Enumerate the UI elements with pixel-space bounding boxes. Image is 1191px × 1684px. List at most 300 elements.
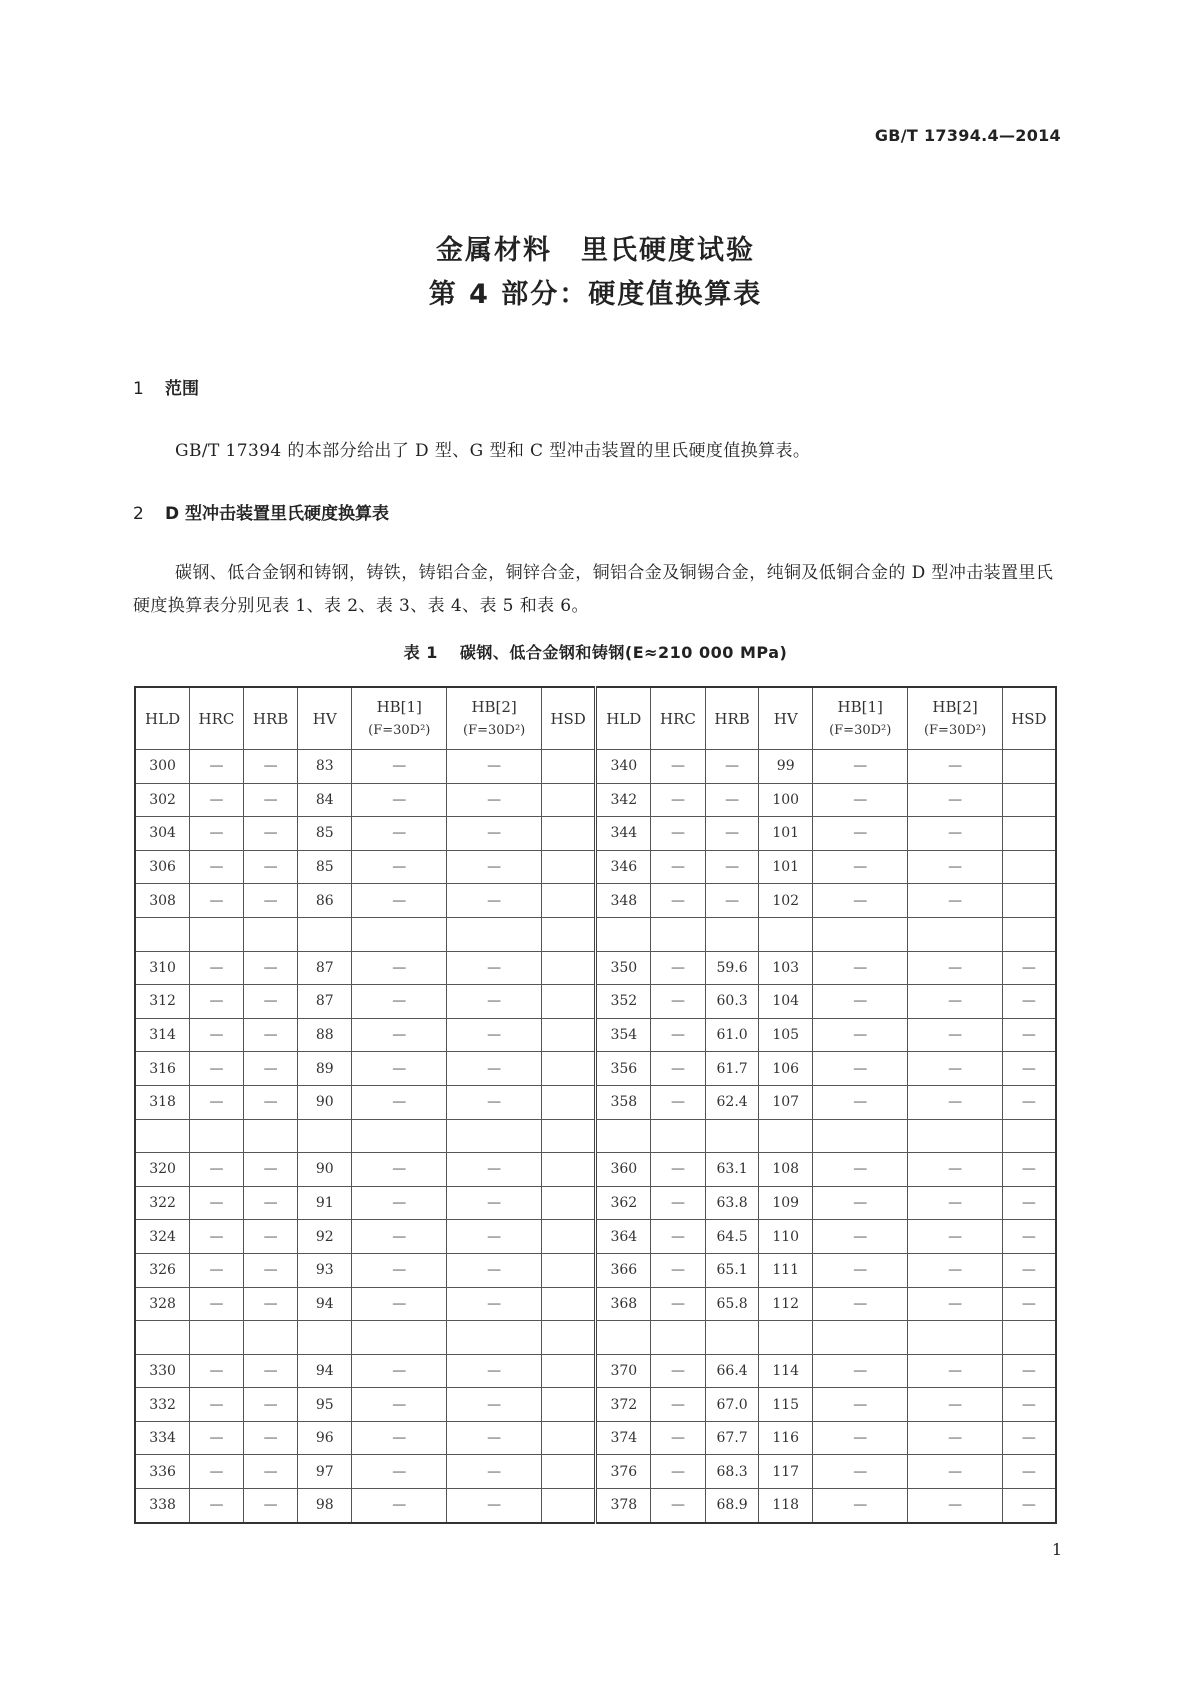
table-cell: —: [651, 951, 706, 985]
table-row: [135, 1354, 1056, 1388]
table-cell: —: [352, 884, 447, 918]
table-cell: —: [651, 1018, 706, 1052]
table-cell: —: [651, 1388, 706, 1422]
table-cell: 318: [135, 1085, 190, 1119]
table-cell: —: [813, 1354, 908, 1388]
table-cell: 316: [135, 1052, 190, 1086]
section-1-text: GB/T 17394 的本部分给出了 D 型、G 型和 C 型冲击装置的里氏硬度值换算表。: [175, 441, 811, 461]
table-cell: —: [190, 1388, 244, 1422]
table-cell: —: [447, 1085, 541, 1119]
table-cell: [908, 1119, 1002, 1153]
table-cell: [447, 1321, 541, 1355]
table-cell: —: [190, 1220, 244, 1254]
table-cell: 65.8: [705, 1287, 759, 1321]
table-cell: —: [908, 850, 1002, 884]
table-cell: —: [352, 850, 447, 884]
table-cell: —: [190, 1153, 244, 1187]
table-cell: —: [190, 1421, 244, 1455]
table-cell: 85: [298, 817, 352, 851]
table-row: [135, 1119, 1056, 1153]
table-cell: 342: [596, 783, 651, 817]
table-cell: 67.0: [705, 1388, 759, 1422]
table-cell: [705, 1119, 759, 1153]
table-cell: 118: [759, 1489, 813, 1523]
table-cell: —: [651, 1253, 706, 1287]
table-cell: 66.4: [705, 1354, 759, 1388]
table-row: [135, 1388, 1056, 1422]
table-cell: 83: [298, 750, 352, 784]
table-cell: 103: [759, 951, 813, 985]
table-cell: —: [813, 1018, 908, 1052]
table-cell: 61.0: [705, 1018, 759, 1052]
table-cell: 338: [135, 1489, 190, 1523]
table-cell: 328: [135, 1287, 190, 1321]
table-cell: —: [908, 1052, 1002, 1086]
table-cell: —: [908, 1186, 1002, 1220]
table-cell: [1002, 917, 1056, 951]
table-cell: [352, 1321, 447, 1355]
table-cell: —: [651, 850, 706, 884]
table-cell: 320: [135, 1153, 190, 1187]
table-cell: —: [243, 1421, 298, 1455]
table-cell: 356: [596, 1052, 651, 1086]
table-cell: 334: [135, 1421, 190, 1455]
table-cell: [243, 1321, 298, 1355]
table-cell: 106: [759, 1052, 813, 1086]
table-cell: 101: [759, 817, 813, 851]
table-cell: 86: [298, 884, 352, 918]
table-cell: [541, 1321, 596, 1355]
document-title-line1: 金属材料 里氏硬度试验: [436, 235, 755, 266]
table-cell: 300: [135, 750, 190, 784]
table-cell: —: [651, 817, 706, 851]
table-row: [135, 1421, 1056, 1455]
table-cell: —: [908, 1489, 1002, 1523]
table-cell: [541, 1354, 596, 1388]
table-cell: 114: [759, 1354, 813, 1388]
table-cell: [135, 917, 190, 951]
table-cell: 358: [596, 1085, 651, 1119]
table-cell: —: [651, 1489, 706, 1523]
table-cell: [541, 1388, 596, 1422]
table-cell: [1002, 750, 1056, 784]
table-cell: —: [705, 850, 759, 884]
table-cell: 60.3: [705, 985, 759, 1019]
table-row: [135, 1321, 1056, 1355]
table-cell: [1002, 1119, 1056, 1153]
table-cell: 117: [759, 1455, 813, 1489]
header-hv: HV: [298, 687, 352, 750]
table-cell: 89: [298, 1052, 352, 1086]
table-cell: —: [651, 1220, 706, 1254]
table-cell: —: [1002, 1388, 1056, 1422]
header-hsd: HSD: [1002, 687, 1056, 750]
table-cell: 306: [135, 850, 190, 884]
table-cell: [541, 884, 596, 918]
table-cell: [596, 1119, 651, 1153]
table-cell: 96: [298, 1421, 352, 1455]
table-cell: —: [908, 1253, 1002, 1287]
header-hb1: HB[1] (F=30D²): [352, 687, 447, 750]
table-cell: 92: [298, 1220, 352, 1254]
table-cell: —: [705, 783, 759, 817]
table-cell: —: [651, 1421, 706, 1455]
table-cell: 97: [298, 1455, 352, 1489]
table-cell: —: [447, 750, 541, 784]
table-cell: —: [813, 1253, 908, 1287]
table-cell: —: [1002, 1085, 1056, 1119]
table-cell: —: [813, 1186, 908, 1220]
table-cell: —: [1002, 951, 1056, 985]
table-cell: 308: [135, 884, 190, 918]
table-cell: 360: [596, 1153, 651, 1187]
table-cell: 352: [596, 985, 651, 1019]
table-row: [135, 1085, 1056, 1119]
section-2-title: D 型冲击装置里氏硬度换算表: [165, 504, 390, 524]
table-cell: —: [243, 750, 298, 784]
table-cell: —: [1002, 1186, 1056, 1220]
table-cell: 104: [759, 985, 813, 1019]
table-cell: 304: [135, 817, 190, 851]
table-cell: [759, 1119, 813, 1153]
table-cell: [541, 1153, 596, 1187]
table-cell: [541, 1018, 596, 1052]
table-cell: —: [352, 817, 447, 851]
table-cell: —: [908, 1421, 1002, 1455]
table-cell: —: [1002, 985, 1056, 1019]
table-cell: —: [1002, 1253, 1056, 1287]
table-cell: 65.1: [705, 1253, 759, 1287]
table-cell: —: [190, 1052, 244, 1086]
table-cell: 67.7: [705, 1421, 759, 1455]
table-cell: [1002, 817, 1056, 851]
table-cell: —: [352, 1421, 447, 1455]
header-hrb: HRB: [243, 687, 298, 750]
table-cell: —: [352, 1186, 447, 1220]
table-cell: [352, 1119, 447, 1153]
table-cell: —: [190, 1354, 244, 1388]
table-cell: —: [705, 817, 759, 851]
header-hb2: HB[2] (F=30D²): [447, 687, 541, 750]
table-cell: [1002, 1321, 1056, 1355]
table-cell: —: [352, 783, 447, 817]
table-cell: [298, 1119, 352, 1153]
table-cell: 326: [135, 1253, 190, 1287]
table-cell: 372: [596, 1388, 651, 1422]
table-cell: [190, 917, 244, 951]
table-cell: [596, 917, 651, 951]
table-cell: [813, 1321, 908, 1355]
table-cell: 324: [135, 1220, 190, 1254]
table-cell: —: [243, 1489, 298, 1523]
table-cell: [541, 951, 596, 985]
table-cell: —: [447, 850, 541, 884]
section-2-heading: [133, 499, 389, 524]
table-cell: [541, 917, 596, 951]
table-cell: —: [813, 1388, 908, 1422]
table-cell: —: [447, 1421, 541, 1455]
table-cell: —: [447, 1287, 541, 1321]
table-row: [135, 1153, 1056, 1187]
table-cell: —: [243, 783, 298, 817]
table-cell: —: [651, 1455, 706, 1489]
table-cell: —: [1002, 1421, 1056, 1455]
table-cell: 350: [596, 951, 651, 985]
table-cell: [541, 1455, 596, 1489]
table-cell: —: [243, 1354, 298, 1388]
table-cell: 111: [759, 1253, 813, 1287]
table-cell: [759, 1321, 813, 1355]
table-cell: 101: [759, 850, 813, 884]
table-cell: —: [447, 951, 541, 985]
table-cell: —: [651, 1354, 706, 1388]
header-hld: HLD: [135, 687, 190, 750]
table-cell: —: [447, 817, 541, 851]
table-cell: [908, 1321, 1002, 1355]
table-row: [135, 951, 1056, 985]
table-cell: [596, 1321, 651, 1355]
table-cell: [705, 917, 759, 951]
table-cell: 64.5: [705, 1220, 759, 1254]
table-cell: —: [243, 1052, 298, 1086]
table-cell: —: [908, 1153, 1002, 1187]
table-cell: 364: [596, 1220, 651, 1254]
table-cell: 59.6: [705, 951, 759, 985]
table-cell: [447, 917, 541, 951]
table-cell: —: [1002, 1153, 1056, 1187]
table-cell: —: [190, 1455, 244, 1489]
table-cell: [135, 1119, 190, 1153]
table-cell: —: [651, 1085, 706, 1119]
table-cell: 100: [759, 783, 813, 817]
header-hv: HV: [759, 687, 813, 750]
table-cell: —: [243, 1388, 298, 1422]
table-cell: 302: [135, 783, 190, 817]
table-cell: —: [813, 783, 908, 817]
table-cell: 68.9: [705, 1489, 759, 1523]
table-cell: —: [908, 951, 1002, 985]
table-cell: [541, 750, 596, 784]
table-row: [135, 1253, 1056, 1287]
table-cell: —: [243, 1220, 298, 1254]
table-cell: —: [651, 1287, 706, 1321]
table-cell: —: [243, 1085, 298, 1119]
table-cell: 116: [759, 1421, 813, 1455]
table-cell: 336: [135, 1455, 190, 1489]
table-cell: —: [908, 1354, 1002, 1388]
header-hrb: HRB: [705, 687, 759, 750]
table-cell: [447, 1119, 541, 1153]
table-row: [135, 884, 1056, 918]
table-cell: 85: [298, 850, 352, 884]
table-cell: 348: [596, 884, 651, 918]
table-cell: 99: [759, 750, 813, 784]
table-row: [135, 1018, 1056, 1052]
table-cell: —: [190, 985, 244, 1019]
table-cell: [541, 783, 596, 817]
table-cell: —: [908, 1220, 1002, 1254]
table-cell: —: [1002, 1220, 1056, 1254]
table-cell: —: [352, 1052, 447, 1086]
table-cell: 340: [596, 750, 651, 784]
table-cell: [651, 1321, 706, 1355]
table-cell: —: [190, 817, 244, 851]
table-cell: 115: [759, 1388, 813, 1422]
table-cell: —: [908, 1455, 1002, 1489]
table-cell: 362: [596, 1186, 651, 1220]
table-cell: —: [447, 1186, 541, 1220]
table-cell: —: [813, 1153, 908, 1187]
table-cell: —: [243, 1018, 298, 1052]
table-cell: —: [813, 1489, 908, 1523]
table-cell: —: [813, 1220, 908, 1254]
table-cell: —: [190, 1018, 244, 1052]
table-cell: —: [1002, 1354, 1056, 1388]
table-cell: —: [813, 1421, 908, 1455]
table-cell: —: [352, 1455, 447, 1489]
table-cell: —: [352, 1085, 447, 1119]
table-cell: —: [243, 1455, 298, 1489]
table-cell: 87: [298, 985, 352, 1019]
document-title-line2: 第 4 部分：硬度值换算表: [428, 279, 763, 310]
table-cell: 378: [596, 1489, 651, 1523]
table-cell: —: [908, 1388, 1002, 1422]
table-cell: —: [352, 1354, 447, 1388]
table-cell: —: [190, 1287, 244, 1321]
table-cell: —: [243, 884, 298, 918]
table-cell: —: [813, 1455, 908, 1489]
table-cell: —: [1002, 1018, 1056, 1052]
table-cell: [705, 1321, 759, 1355]
table-cell: —: [908, 884, 1002, 918]
table-cell: [190, 1321, 244, 1355]
table-cell: [759, 917, 813, 951]
table-row: [135, 1220, 1056, 1254]
table-cell: 312: [135, 985, 190, 1019]
table-cell: —: [813, 985, 908, 1019]
table-row: [135, 750, 1056, 784]
table-cell: 376: [596, 1455, 651, 1489]
table-cell: —: [813, 817, 908, 851]
table-cell: —: [1002, 1287, 1056, 1321]
table-cell: [541, 1220, 596, 1254]
table-cell: 344: [596, 817, 651, 851]
section-2-text: 碳钢、低合金钢和铸钢，铸铁，铸铝合金，铜锌合金，铜铝合金及铜锡合金，纯铜及低铜合金的 D 型冲击装置里氏硬度换算表分别见表 1、表 2、表 3、表 4、表 5 和表 6。: [133, 563, 1054, 616]
table-row: [135, 783, 1056, 817]
table-cell: —: [352, 1489, 447, 1523]
table-1-caption: [0, 640, 1191, 663]
table-row: [135, 1052, 1056, 1086]
table-cell: 61.7: [705, 1052, 759, 1086]
table-cell: —: [651, 1186, 706, 1220]
table-row: [135, 1489, 1056, 1523]
table-cell: —: [190, 1489, 244, 1523]
table-cell: 109: [759, 1186, 813, 1220]
table-cell: —: [190, 1085, 244, 1119]
table-cell: 110: [759, 1220, 813, 1254]
table-cell: 330: [135, 1354, 190, 1388]
header-hb2: HB[2] (F=30D²): [908, 687, 1002, 750]
table-cell: 314: [135, 1018, 190, 1052]
table-cell: —: [908, 1287, 1002, 1321]
section-1-title: 范围: [165, 379, 199, 399]
table-cell: —: [352, 1388, 447, 1422]
table-cell: —: [447, 884, 541, 918]
table-cell: —: [190, 1186, 244, 1220]
table-cell: [541, 850, 596, 884]
table-cell: —: [705, 884, 759, 918]
table-cell: 63.1: [705, 1153, 759, 1187]
table-cell: —: [243, 1186, 298, 1220]
table-cell: 112: [759, 1287, 813, 1321]
table-cell: 88: [298, 1018, 352, 1052]
table-cell: —: [813, 850, 908, 884]
table-cell: —: [813, 951, 908, 985]
table-cell: —: [447, 1052, 541, 1086]
table-cell: —: [908, 985, 1002, 1019]
table-cell: [243, 917, 298, 951]
table-cell: [813, 1119, 908, 1153]
table-cell: [541, 1421, 596, 1455]
table-cell: 90: [298, 1153, 352, 1187]
table-cell: 374: [596, 1421, 651, 1455]
table-cell: —: [243, 1153, 298, 1187]
table-cell: —: [352, 1153, 447, 1187]
table-cell: —: [447, 1220, 541, 1254]
page-number: 1: [1051, 1540, 1062, 1559]
table-cell: [298, 1321, 352, 1355]
table-cell: 368: [596, 1287, 651, 1321]
table-cell: —: [190, 850, 244, 884]
table-cell: 366: [596, 1253, 651, 1287]
table-cell: —: [447, 1388, 541, 1422]
table-cell: —: [243, 1253, 298, 1287]
table-cell: [541, 985, 596, 1019]
table-cell: [541, 1253, 596, 1287]
table-cell: [541, 1489, 596, 1523]
table-cell: 90: [298, 1085, 352, 1119]
table-cell: 107: [759, 1085, 813, 1119]
table-cell: —: [352, 1018, 447, 1052]
table-cell: [541, 1052, 596, 1086]
table-cell: —: [651, 884, 706, 918]
table-cell: —: [352, 951, 447, 985]
table-cell: —: [908, 783, 1002, 817]
table-cell: 370: [596, 1354, 651, 1388]
table-cell: —: [352, 1220, 447, 1254]
table-cell: —: [908, 817, 1002, 851]
table-cell: [298, 917, 352, 951]
table-cell: —: [447, 783, 541, 817]
table-cell: [1002, 783, 1056, 817]
table-cell: 310: [135, 951, 190, 985]
table-cell: —: [352, 985, 447, 1019]
table-cell: —: [651, 1153, 706, 1187]
table-1-title: 碳钢、低合金钢和铸钢(E≈210 000 MPa): [459, 643, 788, 662]
table-cell: 93: [298, 1253, 352, 1287]
table-cell: —: [1002, 1052, 1056, 1086]
table-cell: —: [908, 1018, 1002, 1052]
table-cell: —: [651, 750, 706, 784]
table-row: [135, 1287, 1056, 1321]
table-cell: —: [651, 985, 706, 1019]
table-cell: —: [190, 783, 244, 817]
table-cell: —: [190, 1253, 244, 1287]
table-row: [135, 985, 1056, 1019]
table-cell: —: [705, 750, 759, 784]
table-1-label: 表 1: [403, 643, 438, 662]
header-hsd: HSD: [541, 687, 596, 750]
